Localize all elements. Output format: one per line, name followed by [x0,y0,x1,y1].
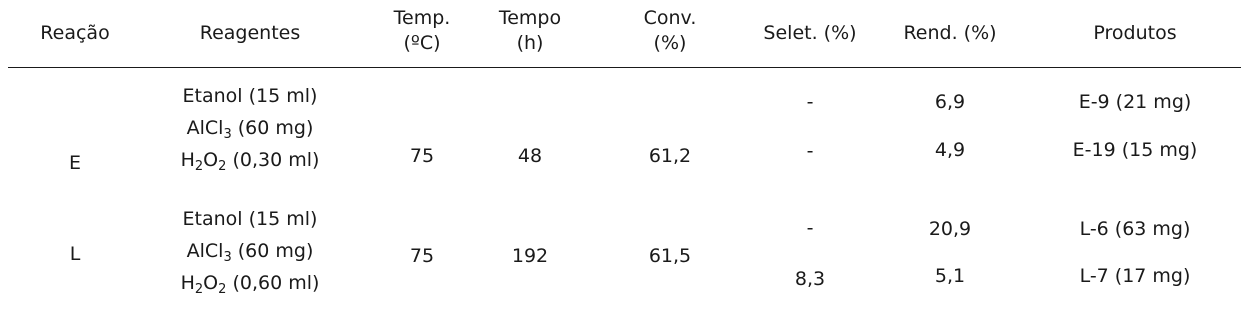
header-produtos: Produtos [1093,22,1177,44]
selet-cell: - [806,91,814,113]
reagent-h2o2: $H_2O_2$ (0,30 ml) [180,149,320,174]
header-conv-unit: (%) [653,32,687,54]
header-rend: Rend. (%) [903,22,997,44]
header-tempo [480,6,580,56]
header-conv [620,6,720,56]
header-temp-line1: Temp. [393,7,451,29]
header-conv-line1: Conv. [643,7,697,29]
rend-cell: 4,9 [934,139,966,161]
rend-cell: 6,9 [934,91,966,113]
rend-cell: 5,1 [934,265,966,287]
temp-cell: 75 [409,145,435,167]
temp-cell: 75 [409,245,435,267]
header-reagentes: Reagentes [199,22,301,44]
reagentes-cell [150,203,350,299]
reagent-alcl3: AlCl$_3$ (60 mg) [186,117,314,142]
reagent-etanol: Etanol (15 ml) [182,85,318,107]
header-reacao: Reação [40,22,110,44]
rend-cell: 20,9 [928,218,972,240]
produto-cell: E-9 (21 mg) [1078,91,1192,113]
header-tempo-line1: Tempo [498,7,562,29]
header-rule [8,67,1241,68]
header-selet: Selet. (%) [763,22,857,44]
reagentes-cell [150,80,350,176]
reagent-h2o2: $H_2O_2$ (0,60 ml) [180,272,320,297]
produto-cell: L-6 (63 mg) [1079,218,1191,240]
reagent-alcl3: AlCl$_3$ (60 mg) [186,240,314,265]
produto-cell: L-7 (17 mg) [1079,265,1191,287]
selet-cell: - [806,140,814,162]
selet-cell: - [806,217,814,239]
selet-cell: 8,3 [794,268,826,290]
header-tempo-unit: (h) [516,32,544,54]
produto-cell: E-19 (15 mg) [1072,139,1198,161]
conv-cell: 61,5 [648,245,692,267]
reacao-cell: L [69,243,81,265]
header-temp-unit: (ºC) [403,32,441,54]
header-temp [372,6,472,56]
reagent-etanol: Etanol (15 ml) [182,208,318,230]
tempo-cell: 192 [511,245,549,267]
conv-cell: 61,2 [648,145,692,167]
tempo-cell: 48 [517,145,543,167]
reacao-cell: E [68,152,81,174]
